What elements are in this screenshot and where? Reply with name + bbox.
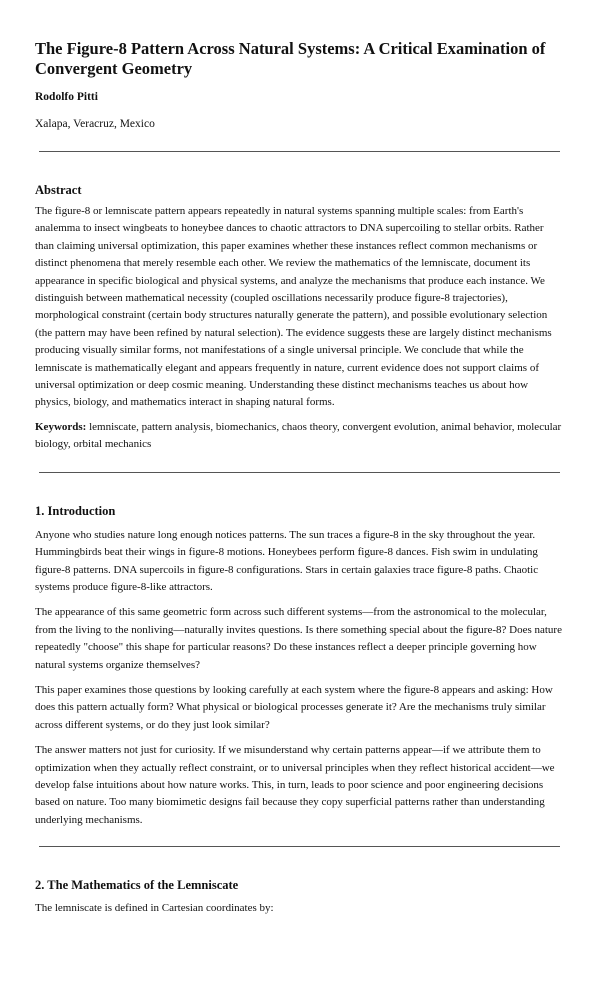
keywords <box>35 419 565 454</box>
abstract-text: The figure-8 or lemniscate pattern appears repeatedly in natural systems spanning multiple scales: from Earth's analemma to insect wingbeats to honeybee dances to chaotic attractors to DNA supercoiling to stellar orbits. Rather than claiming universal optimization, this paper examines whether these instances reflect common mechanisms or distinct phenomena that merely resemble each other. We review the mathematics of the lemniscate, document its appearance in specific biological and physical systems, and analyze the mechanisms that produce each instance. We distinguish between mathematical necessity (coupled oscillations necessarily produce figure-8 trajectories), morphological constraint (certain body structures naturally generate the pattern), and possible evolutionary selection (the pattern may have been refined by natural selection). The evidence suggests these are largely distinct mechanisms producing visually similar forms, not manifestations of a single universal principle. We conclude that while the lemniscate is mathematically elegant and appears frequently in nature, current evidence does not support claims of universal optimization or deep cosmic meaning. Understanding these distinct mechanisms teaches us about how physics, biology, and mathematics interact in shaping natural forms. <box>35 205 552 409</box>
divider <box>39 472 560 473</box>
intro-paragraph: The answer matters not just for curiosity. If we misunderstand why certain patterns appear—if we attribute them to optimization when they actually reflect constraint, or to universal principles when they reflect historical accident—we develop false intuitions about how nature works. This, in turn, leads to poor science and poor engineering decisions based on nature. Too many biomimetic designs fail because they copy superficial patterns rather than understanding underlying mechanisms. <box>35 744 555 826</box>
intro-paragraph: This paper examines those questions by looking carefully at each system where the figure-8 appears and asking: How does this pattern actually form? What physical or biological processes generate it? Are the mechanisms truly similar across different systems, or do they just look similar? <box>35 683 553 731</box>
section2-intro: The lemniscate is defined in Cartesian coordinates by: <box>35 902 274 915</box>
keywords-label: Keywords: <box>35 420 87 433</box>
divider <box>39 151 560 152</box>
author-name: Rodolfo Pitti <box>35 91 98 103</box>
section2-heading: 2. The Mathematics of the Lemniscate <box>35 878 239 893</box>
divider <box>39 846 560 847</box>
author-affiliation: Xalapa, Veracruz, Mexico <box>35 118 155 130</box>
intro-paragraph: Anyone who studies nature long enough notices patterns. The sun traces a figure-8 in the sky throughout the year. Hummingbirds beat their wings in figure-8 motions. Honeybees perform figure-8 dances. Fish swim in undulating figure-8 patterns. DNA supercoils in figure-8 configurations. Stars in certain galaxies trace figure-8 paths. Chaotic systems produce figure-8-like attractors. <box>35 528 539 593</box>
keywords-list: lemniscate, pattern analysis, biomechanics, chaos theory, convergent evolution, animal behavior, molecular biology, orbital mechanics <box>35 420 562 451</box>
introduction-heading: 1. Introduction <box>35 503 116 518</box>
paper-title: The Figure-8 Pattern Across Natural Systems: A Critical Examination of Convergent Geometry <box>35 39 546 78</box>
intro-paragraph: The appearance of this same geometric form across such different systems—from the astronomical to the molecular, from the living to the nonliving—naturally invites questions. Is there something special about the figure-8? Does nature repeatedly "choose" this shape for particular reasons? Do these instances reflect a deeper principle governing how natural systems organize themselves? <box>35 606 562 671</box>
abstract-heading: Abstract <box>35 183 82 197</box>
